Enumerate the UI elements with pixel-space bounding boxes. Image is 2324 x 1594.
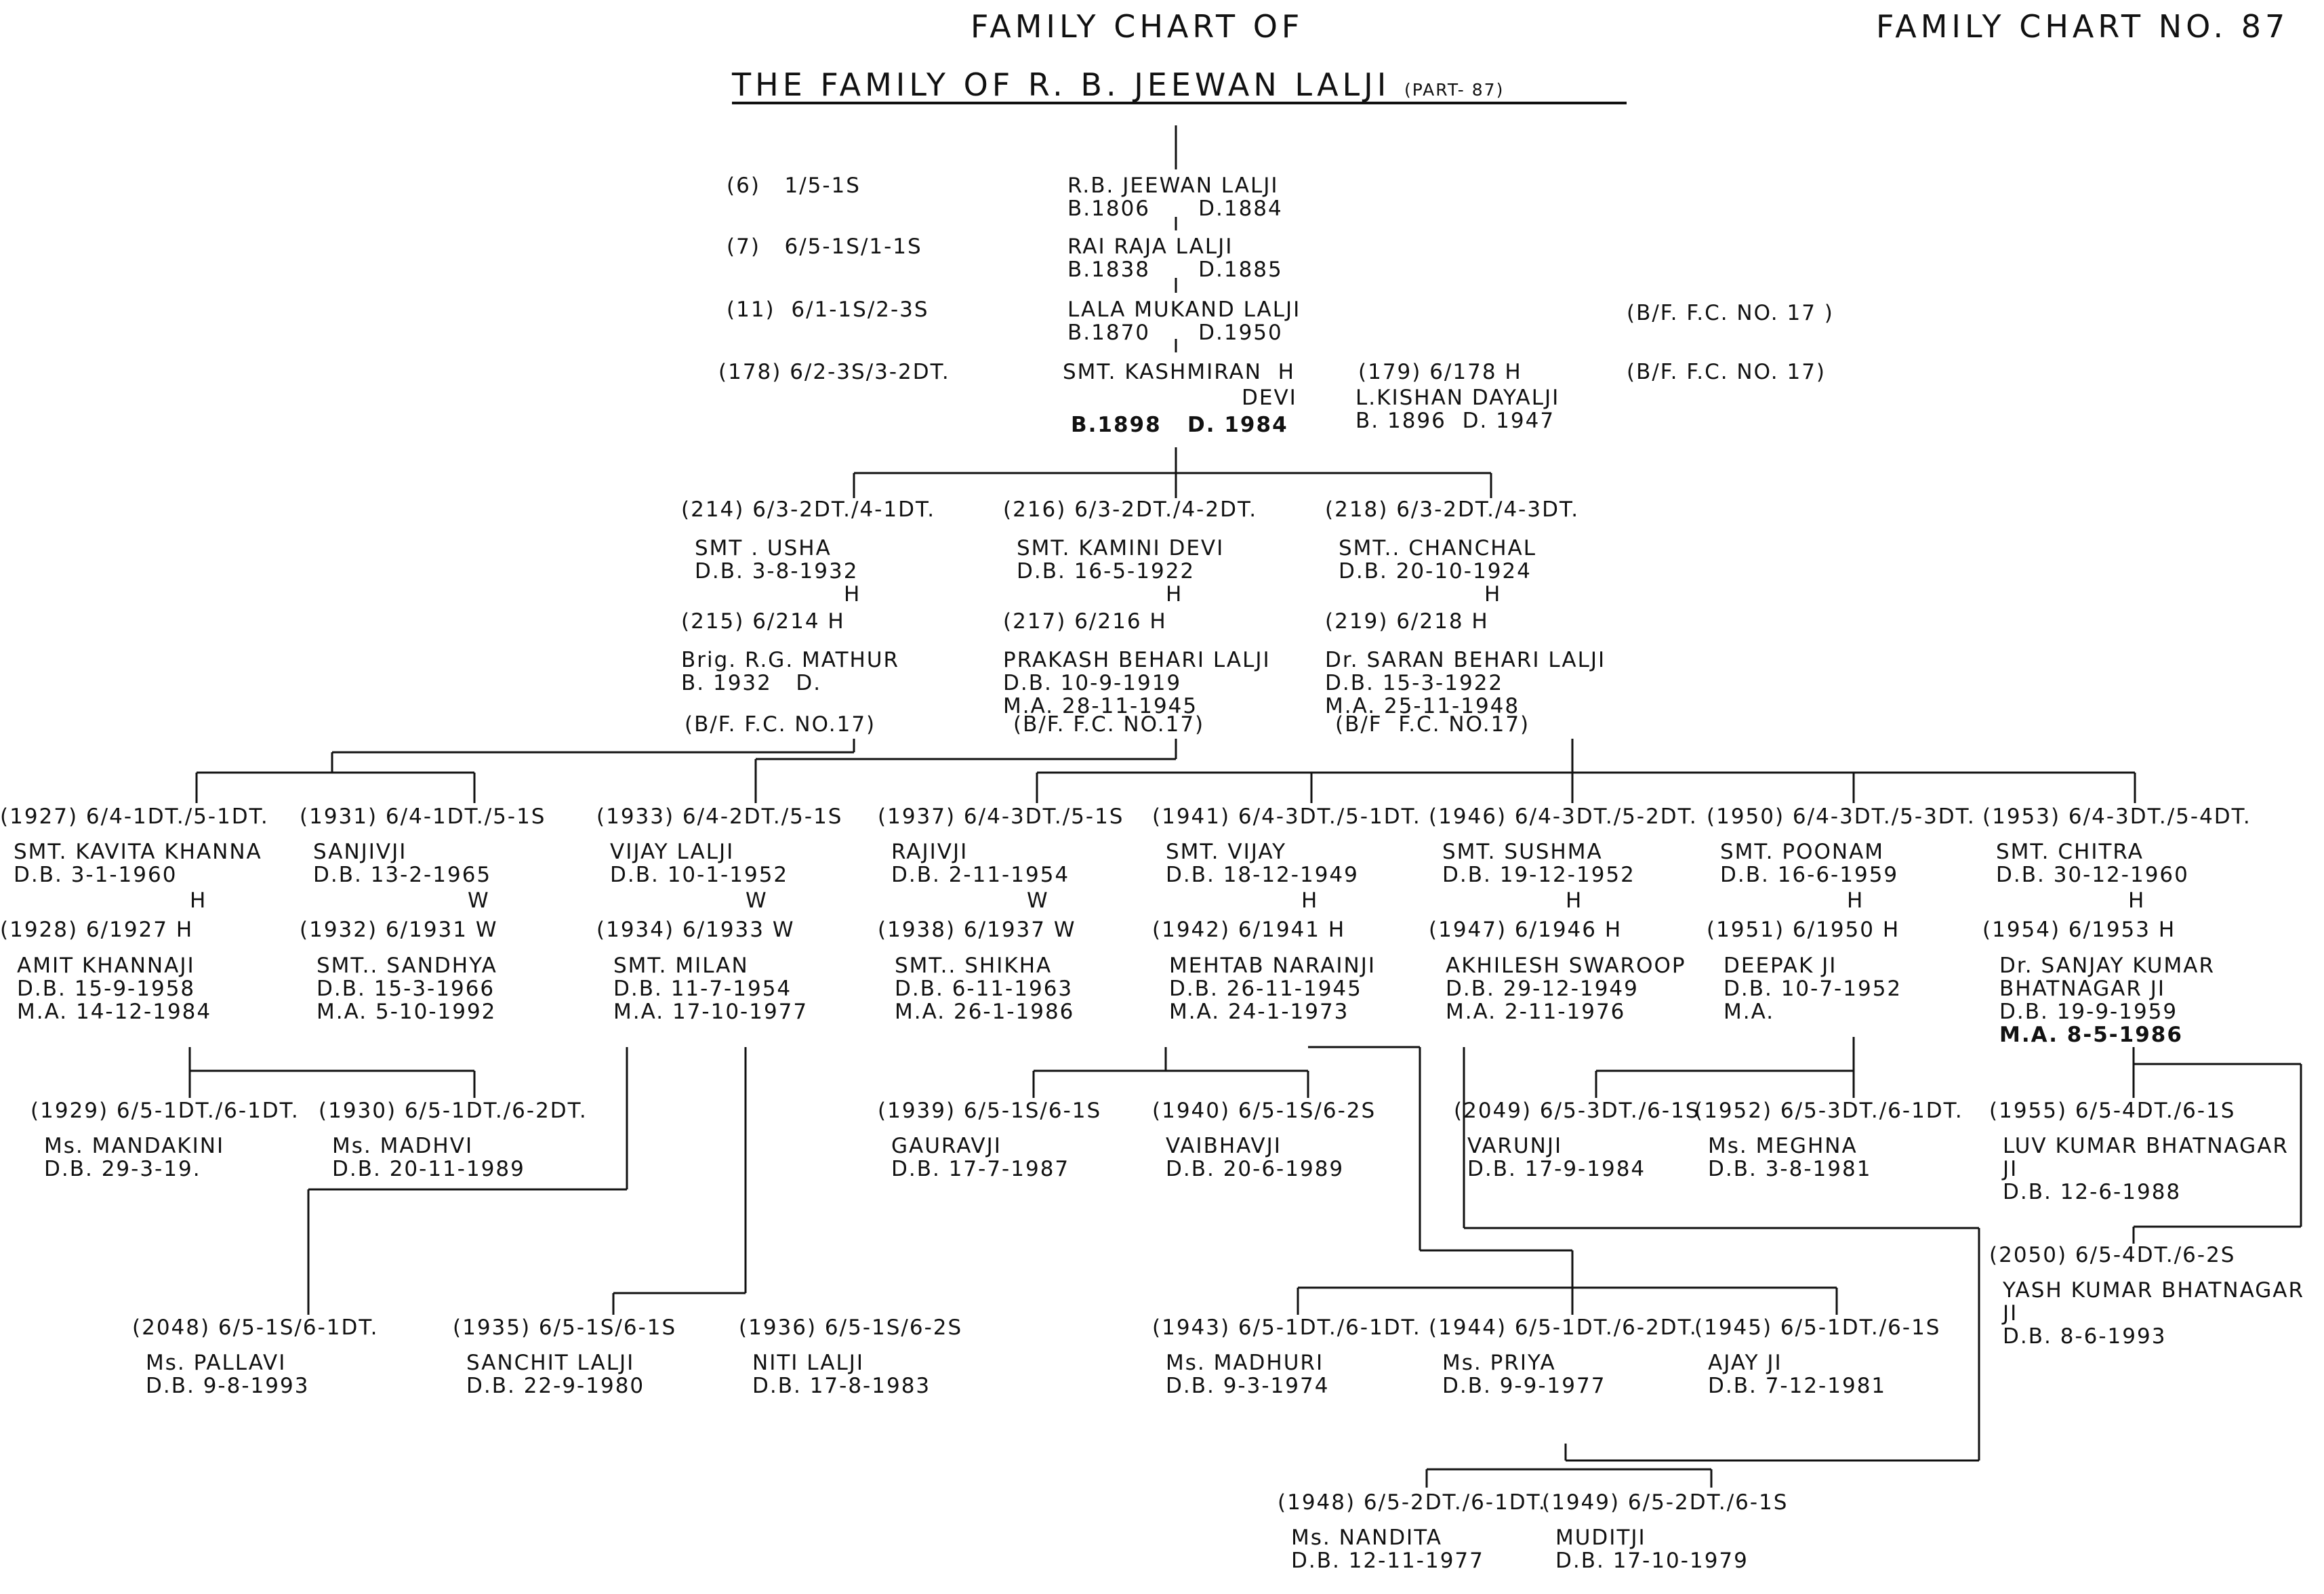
- record-line: D.B. 13-2-1965: [313, 863, 492, 887]
- gen4-relation-marker: H: [190, 888, 207, 913]
- gen3-husband-marker: H: [1166, 582, 1183, 607]
- record-line: D.B. 9-9-1977: [1442, 1374, 1606, 1398]
- record-line: SMT. KAMINI DEVI: [1017, 536, 1225, 560]
- gen5-person: [332, 1135, 525, 1181]
- record-line: (1942) 6/1941 H: [1152, 918, 1346, 942]
- record-line: Ms. PRIYA: [1442, 1351, 1556, 1375]
- record-line: D.B. 30-12-1960: [1996, 863, 2189, 887]
- gen3-spouse-code: [681, 610, 845, 633]
- record-line: YASH KUMAR BHATNAGAR: [2003, 1278, 2305, 1303]
- dates-kashmiran: B.1898 D. 1984: [1071, 413, 1288, 437]
- gen4-code: [1982, 805, 2251, 828]
- record-line: (1954) 6/1953 H: [1982, 918, 2176, 942]
- record-line: (1934) 6/1933 W: [596, 918, 795, 942]
- name-jeewan-lalji: [1067, 174, 1283, 220]
- record-line: NITI LALJI: [752, 1351, 865, 1375]
- record-line: M.A. 14-12-1984: [17, 1000, 212, 1024]
- record-line: SMT.. SHIKHA: [895, 954, 1053, 978]
- record-line: VARUNJI: [1467, 1134, 1563, 1158]
- gen4-spouse: [1446, 954, 1686, 1023]
- gen3-person: [1017, 537, 1224, 583]
- record-line: M.A. 26-1-1986: [895, 1000, 1075, 1024]
- record-line: BHATNAGAR JI: [1999, 977, 2166, 1001]
- record-line: Ms. NANDITA: [1291, 1526, 1442, 1550]
- record-line: D.B. 3-8-1932: [695, 559, 859, 584]
- gen5-code: [1152, 1099, 1376, 1122]
- record-line: (B/F. F.C. NO.17): [1013, 712, 1205, 737]
- record-line: SMT. CHITRA: [1996, 840, 2144, 864]
- gen5-person: [1166, 1135, 1344, 1181]
- gen4-person: [891, 840, 1069, 886]
- chart-number: FAMILY CHART NO. 87: [1876, 8, 2289, 45]
- gen4-spouse-code: [1982, 918, 2176, 941]
- gen5-person: [466, 1351, 645, 1397]
- gen5-person: [1166, 1351, 1329, 1397]
- record-line: AKHILESH SWAROOP: [1446, 954, 1686, 978]
- record-line: (1932) 6/1931 W: [300, 918, 498, 942]
- gen4-relation-marker: H: [1301, 888, 1319, 913]
- gen5-code: [1454, 1099, 1700, 1122]
- gen5-code: [1542, 1491, 1788, 1514]
- record-line: D.B. 9-8-1993: [146, 1374, 310, 1398]
- gen5-person: [1291, 1526, 1484, 1572]
- record-line: D.B. 16-5-1922: [1017, 559, 1196, 584]
- record-line: D.B. 17-8-1983: [752, 1374, 931, 1398]
- gen3-ref: [1013, 713, 1204, 736]
- gen4-spouse-code: [1707, 918, 1900, 941]
- record-line: (216) 6/3-2DT./4-2DT.: [1003, 497, 1258, 522]
- record-line: D.B. 18-12-1949: [1166, 863, 1359, 887]
- record-line: B. 1932 D.: [681, 671, 822, 695]
- ref-bf-fc17-b: (B/F. F.C. NO. 17): [1627, 360, 1827, 384]
- gen4-person: [14, 840, 262, 886]
- person-dates: B.1806 D.1884: [1067, 197, 1283, 221]
- gen5-person: [1442, 1351, 1606, 1397]
- record-line: AJAY JI: [1708, 1351, 1782, 1375]
- gen3-spouse-code: [1325, 610, 1489, 633]
- gen4-code: [596, 805, 842, 828]
- gen4-person: [610, 840, 788, 886]
- gen5-code: [319, 1099, 588, 1122]
- gen5-person: [891, 1135, 1069, 1181]
- record-line: JI: [2003, 1157, 2018, 1181]
- record-line: (1951) 6/1950 H: [1707, 918, 1900, 942]
- gen5-person: [1708, 1351, 1886, 1397]
- record-line: SMT. KAVITA KHANNA: [14, 840, 262, 864]
- name-kishan-dayalji: [1355, 386, 1559, 432]
- record-line: SANCHIT LALJI: [466, 1351, 635, 1375]
- record-line: Ms. MEGHNA: [1708, 1134, 1858, 1158]
- record-line: M.A. 17-10-1977: [613, 1000, 809, 1024]
- code-6: (6) 1/5-1S: [727, 173, 861, 198]
- record-line: M.A. 25-11-1948: [1325, 694, 1520, 718]
- record-line: (217) 6/216 H: [1003, 609, 1167, 634]
- record-line: M.A.: [1724, 1000, 1775, 1024]
- person-name: R.B. JEEWAN LALJI: [1067, 173, 1279, 198]
- record-line: D.B. 22-9-1980: [466, 1374, 645, 1398]
- record-line: D.B. 10-7-1952: [1724, 977, 1902, 1001]
- record-line: D.B. 2-11-1954: [891, 863, 1070, 887]
- record-line: D.B. 20-11-1989: [332, 1157, 525, 1181]
- person-name: RAI RAJA LALJI: [1067, 234, 1234, 259]
- gen5-person: [2003, 1135, 2289, 1204]
- record-line: D.B. 11-7-1954: [613, 977, 792, 1001]
- record-line: (2050) 6/5-4DT./6-2S: [1989, 1243, 2236, 1267]
- record-line: M.A. 5-10-1992: [317, 1000, 497, 1024]
- gen4-spouse-code: [878, 918, 1076, 941]
- person-name: SMT. KASHMIRAN: [1063, 360, 1262, 384]
- gen3-person: [1339, 537, 1536, 583]
- record-line: (215) 6/214 H: [681, 609, 845, 634]
- gen3-husband-marker: H: [844, 582, 861, 607]
- record-line: (1945) 6/5-1DT./6-1S: [1694, 1315, 1941, 1340]
- person-dates: B. 1896 D. 1947: [1355, 409, 1555, 433]
- gen4-person: [1166, 840, 1359, 886]
- record-line: D.B. 12-11-1977: [1291, 1549, 1484, 1573]
- record-line: D.B. 26-11-1945: [1169, 977, 1362, 1001]
- record-line: LUV KUMAR BHATNAGAR: [2003, 1134, 2289, 1158]
- gen5-person: [1467, 1135, 1646, 1181]
- code-179: (179) 6/178 H: [1358, 360, 1522, 384]
- gen4-code: [1152, 805, 1421, 828]
- record-line: GAURAVJI: [891, 1134, 1002, 1158]
- record-line: (2048) 6/5-1S/6-1DT.: [132, 1315, 379, 1340]
- record-line: (1937) 6/4-3DT./5-1S: [878, 804, 1124, 829]
- record-line: (1953) 6/4-3DT./5-4DT.: [1982, 804, 2251, 829]
- record-line: (B/F. F.C. NO.17): [685, 712, 876, 737]
- record-line: D.B. 20-10-1924: [1339, 559, 1532, 584]
- record-line: D.B. 15-3-1922: [1325, 671, 1504, 695]
- gen4-code: [1429, 805, 1698, 828]
- record-line: VAIBHAVJI: [1166, 1134, 1282, 1158]
- gen5-person: [1555, 1526, 1749, 1572]
- record-line: (1935) 6/5-1S/6-1S: [453, 1315, 677, 1340]
- record-line: (1931) 6/4-1DT./5-1S: [300, 804, 546, 829]
- record-line: (1943) 6/5-1DT./6-1DT.: [1152, 1315, 1421, 1340]
- record-line: M.A. 28-11-1945: [1003, 694, 1198, 718]
- record-line: (1938) 6/1937 W: [878, 918, 1076, 942]
- record-line: (2049) 6/5-3DT./6-1S: [1454, 1099, 1700, 1123]
- record-line: JI: [2003, 1301, 2018, 1326]
- name-mukand-lalji: [1067, 298, 1301, 344]
- gen5-code: [1152, 1316, 1421, 1339]
- record-line: D.B. 8-6-1993: [2003, 1324, 2167, 1349]
- gen4-relation-marker: W: [468, 888, 490, 913]
- gen4-spouse: [317, 954, 497, 1023]
- record-line: (1939) 6/5-1S/6-1S: [878, 1099, 1102, 1123]
- record-line: D.B. 6-11-1963: [895, 977, 1074, 1001]
- gen4-person: [313, 840, 491, 886]
- record-line: D.B. 3-1-1960: [14, 863, 178, 887]
- gen4-spouse: [1999, 954, 2215, 1046]
- record-line: (1947) 6/1946 H: [1429, 918, 1623, 942]
- gen4-relation-marker: W: [746, 888, 768, 913]
- person-dates: B.1838 D.1885: [1067, 258, 1283, 282]
- person-name: L.KISHAN DAYALJI: [1355, 386, 1560, 410]
- record-line: DEEPAK JI: [1724, 954, 1837, 978]
- record-line: (1936) 6/5-1S/6-2S: [739, 1315, 963, 1340]
- record-line: D.B. 3-8-1981: [1708, 1157, 1872, 1181]
- record-line: D.B. 19-9-1959: [1999, 1000, 2178, 1024]
- gen3-spouse: [1003, 649, 1271, 718]
- gen4-spouse-code: [1429, 918, 1622, 941]
- record-line: (218) 6/3-2DT./4-3DT.: [1325, 497, 1580, 522]
- subtitle-text: THE FAMILY OF R. B. JEEWAN LALJI: [732, 66, 1391, 103]
- gen5-code: [1694, 1099, 1963, 1122]
- record-line: D.B. 7-12-1981: [1708, 1374, 1887, 1398]
- gen4-code: [878, 805, 1124, 828]
- record-line: D.B. 10-1-1952: [610, 863, 789, 887]
- gen5-person: [2003, 1279, 2304, 1348]
- record-line: (1930) 6/5-1DT./6-2DT.: [319, 1099, 588, 1123]
- gen4-spouse: [895, 954, 1074, 1023]
- gen5-person: [1708, 1135, 1871, 1181]
- gen5-code: [1429, 1316, 1698, 1339]
- record-line: RAJIVJI: [891, 840, 969, 864]
- gen5-code: [878, 1099, 1101, 1122]
- gen3-person: [695, 537, 858, 583]
- record-line: Brig. R.G. MATHUR: [681, 648, 900, 672]
- record-line: (1948) 6/5-2DT./6-1DT.: [1278, 1490, 1547, 1515]
- record-line: Ms. MANDAKINI: [44, 1134, 225, 1158]
- record-line: D.B. 15-3-1966: [317, 977, 495, 1001]
- record-line: SMT.. CHANCHAL: [1339, 536, 1537, 560]
- record-line: M.A. 2-11-1976: [1446, 1000, 1626, 1024]
- record-line: (1927) 6/4-1DT./5-1DT.: [0, 804, 269, 829]
- record-line: Ms. MADHVI: [332, 1134, 474, 1158]
- gen5-person: [752, 1351, 931, 1397]
- record-line: D.B. 29-12-1949: [1446, 977, 1639, 1001]
- gen5-code: [132, 1316, 378, 1339]
- gen3-spouse: [681, 649, 899, 695]
- record-line: SMT. MILAN: [613, 954, 749, 978]
- record-line: D.B. 19-12-1952: [1442, 863, 1635, 887]
- gen3-code: [1325, 498, 1579, 521]
- gen3-ref: [1335, 713, 1530, 736]
- gen4-spouse: [1169, 954, 1376, 1023]
- gen4-spouse: [1724, 954, 1902, 1023]
- gen3-code: [1003, 498, 1257, 521]
- record-line: SMT. SUSHMA: [1442, 840, 1603, 864]
- gen4-spouse-code: [1152, 918, 1345, 941]
- gen3-ref: [685, 713, 876, 736]
- record-line: Ms. PALLAVI: [146, 1351, 287, 1375]
- record-line: SMT. POONAM: [1720, 840, 1885, 864]
- ref-bf-fc17-a: (B/F. F.C. NO. 17 ): [1627, 301, 1834, 325]
- record-line: D.B. 17-7-1987: [891, 1157, 1070, 1181]
- record-line: D.B. 17-10-1979: [1555, 1549, 1749, 1573]
- record-line: SMT. VIJAY: [1166, 840, 1287, 864]
- record-line: SMT . USHA: [695, 536, 832, 560]
- record-line: M.A. 8-5-1986: [1999, 1023, 2183, 1047]
- gen3-spouse-code: [1003, 610, 1167, 633]
- gen5-code: [739, 1316, 962, 1339]
- name-kashmiran-devi-2: DEVI: [1242, 386, 1297, 410]
- record-line: PRAKASH BEHARI LALJI: [1003, 648, 1271, 672]
- record-line: VIJAY LALJI: [610, 840, 735, 864]
- gen4-code: [0, 805, 269, 828]
- record-line: (1955) 6/5-4DT./6-1S: [1989, 1099, 2236, 1123]
- gen4-relation-marker: H: [1566, 888, 1583, 913]
- person-dates: B.1870 D.1950: [1067, 321, 1283, 345]
- gen3-spouse: [1325, 649, 1606, 718]
- record-line: (214) 6/3-2DT./4-1DT.: [681, 497, 936, 522]
- gen4-spouse: [613, 954, 808, 1023]
- gen5-code: [1694, 1316, 1940, 1339]
- gen4-code: [1707, 805, 1976, 828]
- record-line: D.B. 16-6-1959: [1720, 863, 1899, 887]
- name-rai-raja-lalji: [1067, 235, 1283, 281]
- record-line: D.B. 20-6-1989: [1166, 1157, 1345, 1181]
- name-kashmiran-devi: [1063, 361, 1295, 384]
- record-line: (1928) 6/1927 H: [0, 918, 194, 942]
- gen5-person: [44, 1135, 224, 1181]
- record-line: (B/F F.C. NO.17): [1335, 712, 1530, 737]
- person-name: LALA MUKAND LALJI: [1067, 298, 1301, 322]
- gen4-relation-marker: W: [1027, 888, 1049, 913]
- record-line: SMT.. SANDHYA: [317, 954, 497, 978]
- gen4-person: [1442, 840, 1635, 886]
- code-7: (7) 6/5-1S/1-1S: [727, 234, 922, 259]
- record-line: (1933) 6/4-2DT./5-1S: [596, 804, 843, 829]
- record-line: AMIT KHANNAJI: [17, 954, 195, 978]
- record-line: D.B. 17-9-1984: [1467, 1157, 1646, 1181]
- gen5-code: [30, 1099, 300, 1122]
- gen3-husband-marker: H: [1484, 582, 1502, 607]
- record-line: Dr. SANJAY KUMAR: [1999, 954, 2215, 978]
- gen3-code: [681, 498, 935, 521]
- record-line: (219) 6/218 H: [1325, 609, 1489, 634]
- gen5-person: [146, 1351, 309, 1397]
- chart-subtitle: [732, 66, 1504, 103]
- gen4-spouse-code: [0, 918, 193, 941]
- gen4-spouse-code: [300, 918, 498, 941]
- code-11: (11) 6/1-1S/2-3S: [727, 298, 929, 322]
- gen5-code: [453, 1316, 676, 1339]
- gen5-code: [1278, 1491, 1547, 1514]
- record-line: (1946) 6/4-3DT./5-2DT.: [1429, 804, 1698, 829]
- record-line: Dr. SARAN BEHARI LALJI: [1325, 648, 1606, 672]
- record-line: M.A. 24-1-1973: [1169, 1000, 1349, 1024]
- gen4-relation-marker: H: [1847, 888, 1864, 913]
- record-line: (1941) 6/4-3DT./5-1DT.: [1152, 804, 1421, 829]
- record-line: D.B. 9-3-1974: [1166, 1374, 1330, 1398]
- gen4-person: [1720, 840, 1898, 886]
- gen4-spouse: [17, 954, 211, 1023]
- record-line: Ms. MADHURI: [1166, 1351, 1324, 1375]
- gen4-relation-marker: H: [2128, 888, 2146, 913]
- record-line: (1929) 6/5-1DT./6-1DT.: [30, 1099, 300, 1123]
- record-line: MUDITJI: [1555, 1526, 1646, 1550]
- record-line: D.B. 12-6-1988: [2003, 1180, 2182, 1204]
- record-line: D.B. 15-9-1958: [17, 977, 196, 1001]
- record-line: D.B. 10-9-1919: [1003, 671, 1182, 695]
- record-line: MEHTAB NARAINJI: [1169, 954, 1377, 978]
- chart-title: FAMILY CHART OF: [971, 8, 1304, 45]
- husband-marker: H: [1278, 360, 1295, 384]
- code-178: (178) 6/2-3S/3-2DT.: [718, 360, 950, 384]
- record-line: (1952) 6/5-3DT./6-1DT.: [1694, 1099, 1963, 1123]
- record-line: D.B. 29-3-19.: [44, 1157, 201, 1181]
- record-line: (1944) 6/5-1DT./6-2DT.: [1429, 1315, 1698, 1340]
- gen5-code: [1989, 1244, 2235, 1267]
- record-line: (1940) 6/5-1S/6-2S: [1152, 1099, 1377, 1123]
- record-line: (1949) 6/5-2DT./6-1S: [1542, 1490, 1789, 1515]
- gen4-code: [300, 805, 546, 828]
- record-line: SANJIVJI: [313, 840, 407, 864]
- record-line: (1950) 6/4-3DT./5-3DT.: [1707, 804, 1976, 829]
- gen5-code: [1989, 1099, 2235, 1122]
- gen4-spouse-code: [596, 918, 795, 941]
- gen4-person: [1996, 840, 2189, 886]
- part-label: (PART- 87): [1404, 80, 1505, 100]
